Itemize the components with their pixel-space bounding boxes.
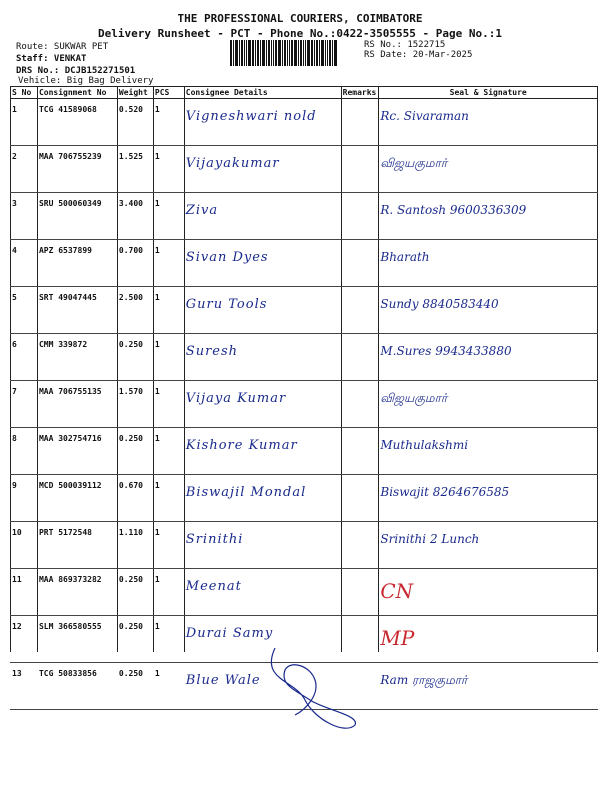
row-weight: 1.525 <box>117 146 153 193</box>
company-title: THE PROFESSIONAL COURIERS, COIMBATORE <box>177 12 423 25</box>
row-remarks <box>341 99 379 146</box>
row-pcs: 1 <box>153 475 184 522</box>
row-consignment: MAA 302754716 <box>37 428 117 475</box>
row-sno: 3 <box>10 193 37 240</box>
row-sno: 7 <box>10 381 37 428</box>
row-remarks <box>341 240 379 287</box>
row-pcs: 1 <box>153 569 184 616</box>
row-sno: 10 <box>10 522 37 569</box>
row-sno: 13 <box>10 663 37 710</box>
row-pcs: 1 <box>153 287 184 334</box>
signature-scribble <box>255 640 365 740</box>
row-pcs: 1 <box>153 99 184 146</box>
row-pcs: 1 <box>153 334 184 381</box>
drs-number: DRS No.: DCJB152271501 <box>16 66 136 76</box>
row-remarks <box>341 428 379 475</box>
table-row <box>10 99 598 146</box>
col-remarks: Remarks <box>342 88 377 97</box>
staff-label: Staff: VENKAT <box>16 54 87 64</box>
row-signature: விஜயகுமார் <box>378 146 598 193</box>
row-signature: விஜயகுமார் <box>378 381 598 428</box>
row-consignment: PRT 5172548 <box>37 522 117 569</box>
row-sno: 12 <box>10 616 37 663</box>
row-weight: 1.570 <box>117 381 153 428</box>
row-weight: 2.500 <box>117 287 153 334</box>
table-row <box>10 240 598 287</box>
row-sno: 5 <box>10 287 37 334</box>
col-weight: Weight <box>117 87 153 99</box>
barcode <box>230 40 360 66</box>
row-consignee: Ziva <box>184 193 341 240</box>
row-sno: 11 <box>10 569 37 616</box>
row-pcs: 1 <box>153 522 184 569</box>
table-row <box>10 381 598 428</box>
row-consignment: MAA 706755239 <box>37 146 117 193</box>
row-remarks <box>341 287 379 334</box>
row-sno: 9 <box>10 475 37 522</box>
row-remarks <box>341 146 379 193</box>
row-weight: 0.250 <box>117 663 153 710</box>
row-consignment: MAA 869373282 <box>37 569 117 616</box>
row-consignment: SRU 500060349 <box>37 193 117 240</box>
row-consignment: SLM 366580555 <box>37 616 117 663</box>
row-consignee: Biswajil Mondal <box>184 475 341 522</box>
row-signature: Sundy 8840583440 <box>378 287 598 334</box>
row-consignee: Vijaya Kumar <box>184 381 341 428</box>
table-row <box>10 522 598 569</box>
row-signature: MP <box>378 616 598 663</box>
row-signature: Biswajit 8264676585 <box>378 475 598 522</box>
row-remarks <box>341 475 379 522</box>
row-weight: 0.520 <box>117 99 153 146</box>
row-signature: R. Santosh 9600336309 <box>378 193 598 240</box>
table-row <box>10 334 598 381</box>
col-consignment: Consignment No <box>37 87 117 99</box>
runsheet-subtitle: Delivery Runsheet - PCT - Phone No.:0422-3505555 - Page No.:1 <box>98 27 502 40</box>
row-consignment: APZ 6537899 <box>37 240 117 287</box>
row-pcs: 1 <box>153 663 184 710</box>
row-consignment: TCG 50833856 <box>37 663 117 710</box>
row-signature: Rc. Sivaraman <box>378 99 598 146</box>
table-row <box>10 287 598 334</box>
row-sno: 6 <box>10 334 37 381</box>
vehicle-label: Vehicle: Big Bag Delivery <box>18 76 154 86</box>
col-sno: S No <box>10 87 37 99</box>
row-signature: Bharath <box>378 240 598 287</box>
row-sno: 2 <box>10 146 37 193</box>
row-weight: 1.110 <box>117 522 153 569</box>
row-sno: 4 <box>10 240 37 287</box>
row-consignee: Srinithi <box>184 522 341 569</box>
row-weight: 0.700 <box>117 240 153 287</box>
row-consignee: Durai Samy <box>184 616 341 663</box>
row-remarks <box>341 522 379 569</box>
row-consignment: MAA 706755135 <box>37 381 117 428</box>
rs-number: RS No.: 1522715 <box>364 40 446 50</box>
row-consignee: Suresh <box>184 334 341 381</box>
row-consignee: Guru Tools <box>184 287 341 334</box>
table-row <box>10 569 598 616</box>
table-header-row <box>10 87 598 99</box>
row-weight: 0.250 <box>117 334 153 381</box>
row-consignment: MCD 500039112 <box>37 475 117 522</box>
col-consignee: Consignee Details <box>184 87 341 99</box>
row-consignee: Meenat <box>184 569 341 616</box>
row-remarks <box>341 569 379 616</box>
row-consignee: Vigneshwari nold <box>184 99 341 146</box>
table-row <box>10 193 598 240</box>
row-pcs: 1 <box>153 240 184 287</box>
table-row <box>10 146 598 193</box>
row-consignee: Vijayakumar <box>184 146 341 193</box>
row-weight: 0.250 <box>117 616 153 663</box>
row-consignee: Blue Wale <box>184 663 341 710</box>
row-signature: Srinithi 2 Lunch <box>378 522 598 569</box>
route-label: Route: SUKWAR PET <box>16 42 109 52</box>
row-weight: 0.250 <box>117 569 153 616</box>
row-pcs: 1 <box>153 193 184 240</box>
row-weight: 0.670 <box>117 475 153 522</box>
row-remarks <box>341 334 379 381</box>
row-consignee: Sivan Dyes <box>184 240 341 287</box>
row-consignment: CMM 339872 <box>37 334 117 381</box>
row-pcs: 1 <box>153 616 184 663</box>
row-remarks <box>341 381 379 428</box>
row-pcs: 1 <box>153 381 184 428</box>
row-signature: M.Sures 9943433880 <box>378 334 598 381</box>
rs-date: RS Date: 20-Mar-2025 <box>364 50 473 60</box>
row-signature: CN <box>378 569 598 616</box>
row-sno: 1 <box>10 99 37 146</box>
row-sno: 8 <box>10 428 37 475</box>
row-consignment: SRT 49047445 <box>37 287 117 334</box>
row-weight: 0.250 <box>117 428 153 475</box>
table-row <box>10 428 598 475</box>
row-signature: Ram ராஜகுமார் <box>378 663 598 710</box>
row-weight: 3.400 <box>117 193 153 240</box>
row-signature: Muthulakshmi <box>378 428 598 475</box>
runsheet-table <box>10 86 598 710</box>
table-row <box>10 475 598 522</box>
row-consignee: Kishore Kumar <box>184 428 341 475</box>
row-pcs: 1 <box>153 146 184 193</box>
col-signature: Seal & Signature <box>378 87 598 99</box>
row-consignment: TCG 41589068 <box>37 99 117 146</box>
row-remarks <box>341 193 379 240</box>
row-pcs: 1 <box>153 428 184 475</box>
col-pcs: PCS <box>153 87 184 99</box>
